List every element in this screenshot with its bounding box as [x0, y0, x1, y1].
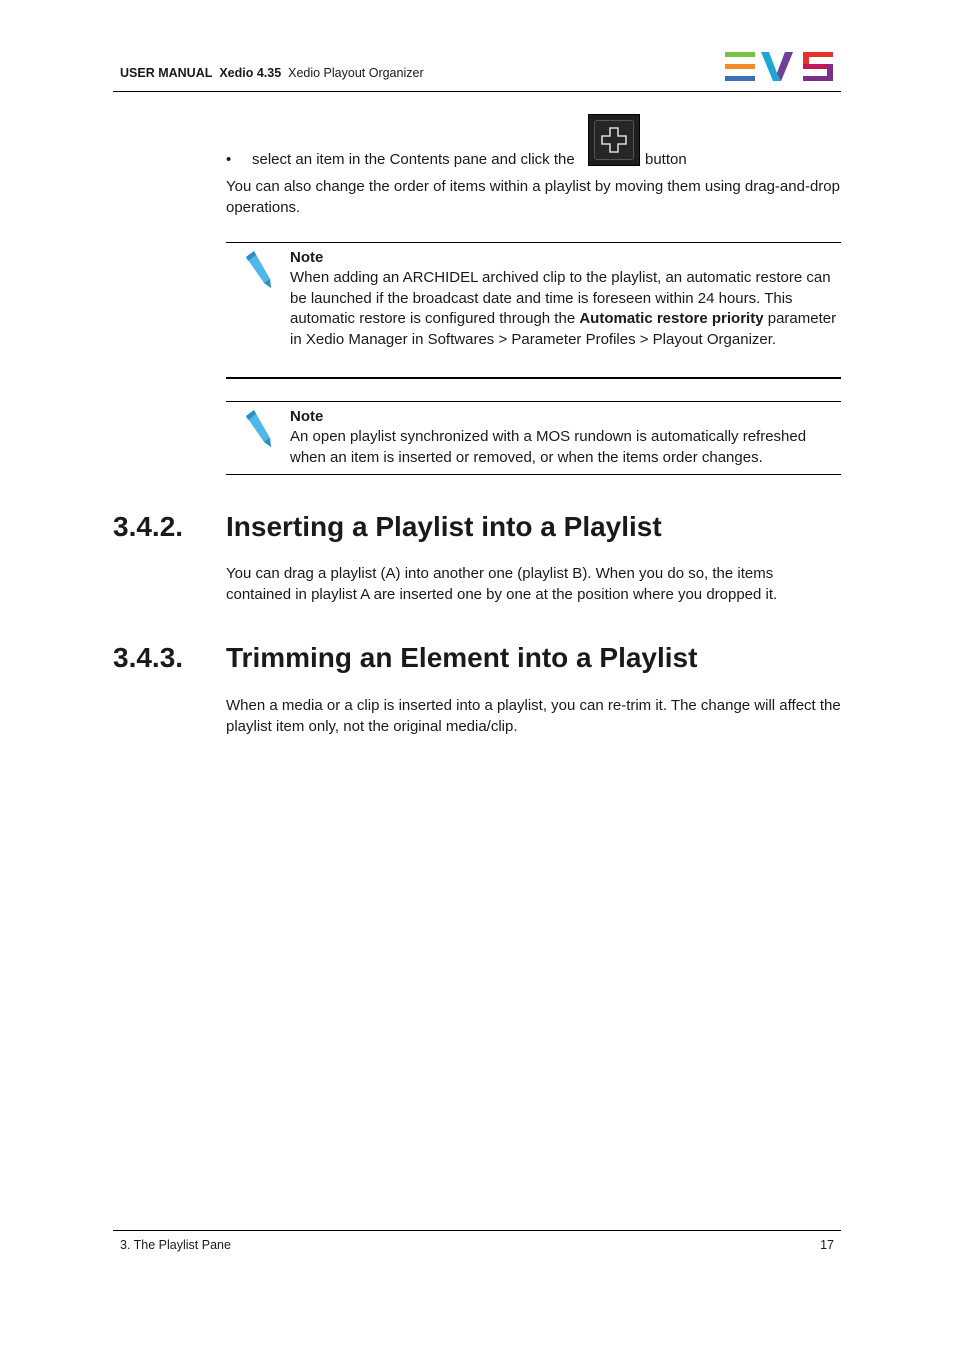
bullet-text-after: button	[645, 151, 687, 168]
page-header	[113, 0, 841, 92]
header-title	[120, 66, 424, 80]
section-title: Inserting a Playlist into a Playlist	[226, 511, 662, 542]
note-archidel	[226, 242, 841, 379]
note-body: An open playlist synchronized with a MOS rundown is automatically refreshed when an item is inserted or removed, or when the items order changes.	[290, 428, 807, 466]
header-product: Xedio 4.35	[219, 66, 282, 80]
header-doc-type: USER MANUAL	[120, 66, 213, 80]
section-number: 3.4.3.	[113, 642, 184, 673]
header-module: Xedio Playout Organizer	[288, 66, 424, 80]
note-mos	[226, 401, 841, 475]
bullet-marker: •	[226, 151, 232, 168]
section-title: Trimming an Element into a Playlist	[226, 642, 698, 673]
section-body: You can drag a playlist (A) into another one (playlist B). When you do so, the items contained in playlist A are inserted one by one at the position where you dropped it.	[226, 565, 778, 603]
note-title: Note	[290, 249, 324, 266]
add-item-button[interactable]	[588, 114, 640, 166]
section-body: When a media or a clip is inserted into a playlist, you can re-trim it. The change will affect the playlist item only, not the original media/clip.	[226, 697, 841, 735]
evs-logo	[725, 51, 835, 83]
bullet-item	[226, 113, 841, 169]
note-title: Note	[290, 408, 324, 425]
footer-chapter: 3. The Playlist Pane	[120, 1238, 231, 1252]
page-number: 17	[820, 1238, 834, 1252]
bullet-text: select an item in the Contents pane and click the	[252, 151, 575, 168]
note-body	[290, 268, 840, 350]
page-footer	[113, 1230, 841, 1252]
paragraph-dragdrop: You can also change the order of items within a playlist by moving them using drag-and-drop operations.	[226, 178, 840, 216]
pen-icon	[242, 249, 274, 289]
pen-icon	[242, 408, 274, 448]
note-text-2: parameter in Xedio Manager in Softwares > Parameter Profiles > Playout Organizer.	[290, 310, 837, 348]
note-bold-setting: Automatic restore priority	[579, 310, 764, 327]
note-text-1: When adding an ARCHIDEL archived clip to the playlist, an automatic restore can be launched if the broadcast date and time is foreseen within 24 hours. This automatic restore is configured through the	[290, 269, 831, 327]
add-item-button-face	[594, 120, 634, 160]
plus-icon	[595, 121, 633, 159]
section-number: 3.4.2.	[113, 511, 184, 542]
